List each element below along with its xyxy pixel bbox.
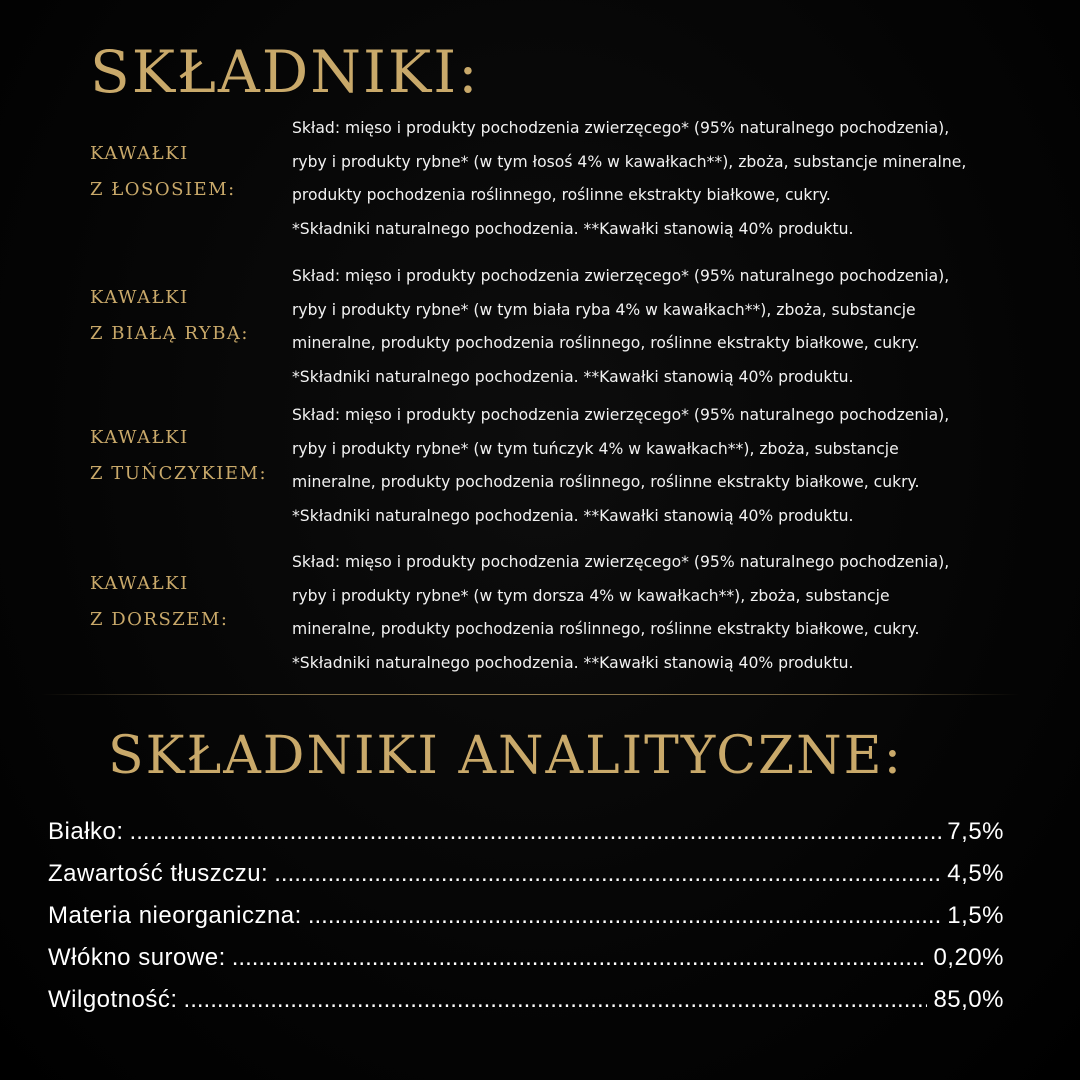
analytics-row bbox=[48, 944, 1004, 986]
analytics-name: Materia nieorganiczna: bbox=[48, 902, 302, 929]
composition-line: Skład: mięso i produkty pochodzenia zwierzęcego* (95% naturalnego pochodzenia), bbox=[292, 553, 950, 571]
composition-line: mineralne, produkty pochodzenia roślinnego, roślinne ekstrakty białkowe, cukry. bbox=[292, 620, 920, 638]
analytics-value: 4,5% bbox=[947, 860, 1004, 887]
variant-composition-text bbox=[292, 112, 1062, 246]
composition-line: mineralne, produkty pochodzenia roślinnego, roślinne ekstrakty białkowe, cukry. bbox=[292, 334, 920, 352]
analytics-heading bbox=[108, 726, 903, 786]
composition-line: produkty pochodzenia roślinnego, roślinne ekstrakty białkowe, cukry. bbox=[292, 186, 831, 204]
variant-label-line2: Z BIAŁĄ RYBĄ: bbox=[90, 323, 249, 344]
composition-footnote: *Składniki naturalnego pochodzenia. **Kawałki stanowią 40% produktu. bbox=[292, 367, 854, 386]
analytics-row bbox=[48, 902, 1004, 944]
analytics-name: Włókno surowe: bbox=[48, 944, 226, 971]
dot-leader bbox=[274, 860, 941, 888]
variant-label bbox=[90, 566, 228, 638]
variant-label bbox=[90, 136, 236, 208]
variant-label-line2: Z DORSZEM: bbox=[90, 609, 229, 630]
composition-line: Skład: mięso i produkty pochodzenia zwierzęcego* (95% naturalnego pochodzenia), bbox=[292, 119, 950, 137]
composition-footnote: *Składniki naturalnego pochodzenia. **Kawałki stanowią 40% produktu. bbox=[292, 219, 854, 238]
composition-line: Skład: mięso i produkty pochodzenia zwierzęcego* (95% naturalnego pochodzenia), bbox=[292, 267, 950, 285]
composition-footnote: *Składniki naturalnego pochodzenia. **Kawałki stanowią 40% produktu. bbox=[292, 653, 854, 672]
analytics-list bbox=[48, 818, 1004, 1028]
section-divider bbox=[40, 694, 1020, 695]
variant-label-line1: KAWAŁKI bbox=[90, 287, 189, 308]
composition-line: ryby i produkty rybne* (w tym dorsza 4% w kawałkach**), zboża, substancje bbox=[292, 586, 890, 605]
analytics-row bbox=[48, 986, 1004, 1028]
ingredients-heading bbox=[90, 40, 480, 104]
dot-leader bbox=[130, 818, 942, 846]
analytics-name: Białko: bbox=[48, 818, 124, 845]
analytics-value: 85,0% bbox=[933, 986, 1004, 1013]
composition-line: ryby i produkty rybne* (w tym biała ryba 4% w kawałkach**), zboża, substancje bbox=[292, 300, 916, 319]
composition-line: ryby i produkty rybne* (w tym tuńczyk 4% w kawałkach**), zboża, substancje bbox=[292, 439, 899, 458]
variant-label-line2: Z ŁOSOSIEM: bbox=[90, 179, 236, 200]
analytics-value: 1,5% bbox=[947, 902, 1004, 929]
variant-composition-text bbox=[292, 260, 1062, 394]
analytics-row bbox=[48, 818, 1004, 860]
composition-line: Skład: mięso i produkty pochodzenia zwierzęcego* (95% naturalnego pochodzenia), bbox=[292, 406, 950, 424]
composition-footnote: *Składniki naturalnego pochodzenia. **Kawałki stanowią 40% produktu. bbox=[292, 506, 854, 525]
analytics-row bbox=[48, 860, 1004, 902]
variant-label-line1: KAWAŁKI bbox=[90, 427, 189, 448]
dot-leader bbox=[232, 944, 928, 972]
variant-label-line2: Z TUŃCZYKIEM: bbox=[90, 463, 268, 484]
dot-leader bbox=[308, 902, 941, 930]
variant-composition-text bbox=[292, 399, 1062, 533]
variant-label-line1: KAWAŁKI bbox=[90, 573, 189, 594]
analytics-value: 7,5% bbox=[947, 818, 1004, 845]
variant-label bbox=[90, 280, 249, 352]
variant-label-line1: KAWAŁKI bbox=[90, 143, 189, 164]
analytics-name: Wilgotność: bbox=[48, 986, 178, 1013]
composition-line: ryby i produkty rybne* (w tym łosoś 4% w kawałkach**), zboża, substancje mineralne, bbox=[292, 152, 967, 171]
analytics-value: 0,20% bbox=[933, 944, 1004, 971]
ingredients-heading-text: SKŁADNIKI: bbox=[90, 38, 480, 106]
analytics-name: Zawartość tłuszczu: bbox=[48, 860, 269, 887]
variant-composition-text bbox=[292, 546, 1062, 680]
composition-line: mineralne, produkty pochodzenia roślinnego, roślinne ekstrakty białkowe, cukry. bbox=[292, 473, 920, 491]
analytics-heading-text: SKŁADNIKI ANALITYCZNE: bbox=[108, 726, 904, 786]
variant-label bbox=[90, 420, 267, 492]
dot-leader bbox=[184, 986, 928, 1014]
